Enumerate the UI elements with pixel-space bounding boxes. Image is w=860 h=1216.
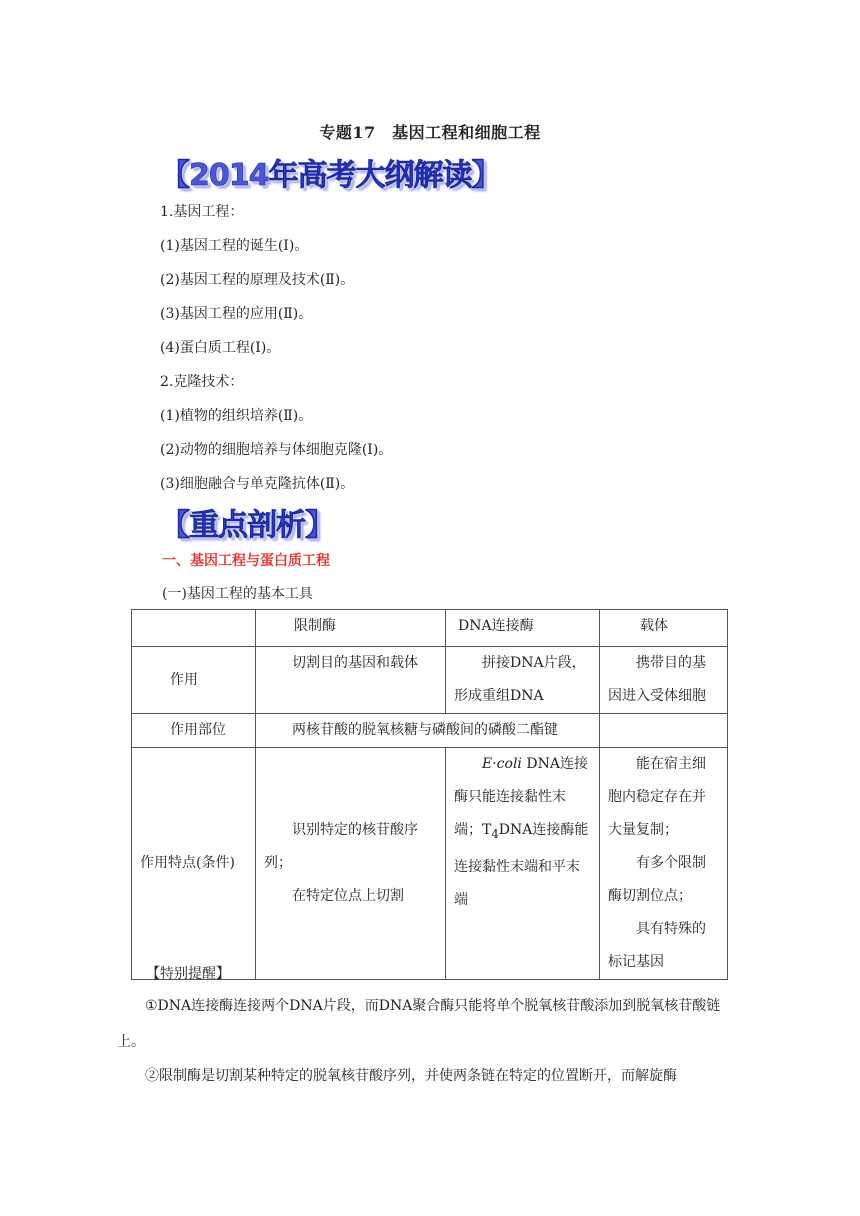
table-header-cell: 载体: [600, 610, 728, 647]
table-cell: [600, 748, 728, 980]
note-heading: 【特别提醒】: [146, 966, 230, 982]
row-label: 作用: [132, 647, 256, 714]
cell-paragraph: 识别特定的核苷酸序列；: [264, 822, 418, 871]
table-header-cell: 限制酶: [256, 610, 446, 647]
outline-banner: 【2014年高考大纲解读】: [160, 158, 501, 193]
table-cell: [446, 748, 600, 980]
table-header-row: [132, 610, 728, 647]
table-cell: [600, 714, 728, 748]
outline-gene-item: (3)基因工程的应用(Ⅱ)。: [160, 306, 313, 322]
outline-gene-item: (1)基因工程的诞生(Ⅰ)。: [160, 238, 309, 254]
table-cell: 切割目的基因和载体: [256, 647, 446, 714]
cell-paragraph: 有多个限制酶切割位点；: [608, 855, 706, 904]
outline-clone-item: (3)细胞融合与单克隆抗体(Ⅱ)。: [160, 476, 355, 492]
outline-clone-heading: 2.克隆技术：: [160, 374, 244, 390]
tools-table: [131, 609, 728, 980]
ecoli-text: E·coli: [482, 756, 522, 772]
table-cell: [256, 748, 446, 980]
outline-gene-item: (4)蛋白质工程(Ⅰ)。: [160, 340, 281, 356]
outline-gene-heading: 1.基因工程：: [160, 204, 244, 220]
cell-paragraph: 能在宿主细胞内稳定存在并大量复制；: [608, 756, 706, 838]
note-paragraph: ②限制酶是切割某种特定的脱氧核苷酸序列，并使两条链在特定的位置断开，而解旋酶: [145, 1068, 677, 1084]
section-heading: 一、基因工程与蛋白质工程: [162, 553, 330, 569]
table-header-cell: [132, 610, 256, 647]
subscript: 4: [491, 826, 499, 841]
table-cell-merged: 两核苷酸的脱氧核糖与磷酸间的磷酸二酯键: [256, 714, 600, 748]
analysis-banner: 【重点剖析】: [160, 508, 334, 543]
table-row: [132, 714, 728, 748]
page-title: 专题17 基因工程和细胞工程: [319, 123, 541, 142]
outline-clone-item: (2)动物的细胞培养与体细胞克隆(Ⅰ)。: [160, 442, 393, 458]
table-cell: 携带目的基因进入受体细胞: [600, 647, 728, 714]
cell-text: DNA连接酶能连接黏性末端和平末端: [454, 822, 589, 908]
table-header-cell: DNA连接酶: [446, 610, 600, 647]
table-row: [132, 647, 728, 714]
outline-gene-item: (2)基因工程的原理及技术(Ⅱ)。: [160, 272, 355, 288]
note-paragraph: ①DNA连接酶连接两个DNA片段，而DNA聚合酶只能将单个脱氧核苷酸添加到脱氧核苷酸链上。: [117, 998, 721, 1050]
outline-clone-item: (1)植物的组织培养(Ⅱ)。: [160, 408, 313, 424]
table-cell: 拼接DNA片段，形成重组DNA: [446, 647, 600, 714]
cell-paragraph: 具有特殊的标记基因: [608, 921, 706, 970]
cell-paragraph: 在特定位点上切割: [292, 888, 404, 904]
table-row: [132, 748, 728, 980]
row-label: 作用特点(条件): [132, 748, 256, 980]
row-label: 作用部位: [132, 714, 256, 748]
section-subheading: (一)基因工程的基本工具: [162, 586, 313, 602]
cell-text: DNA连接酶只能连接黏性末端；T: [454, 756, 588, 838]
